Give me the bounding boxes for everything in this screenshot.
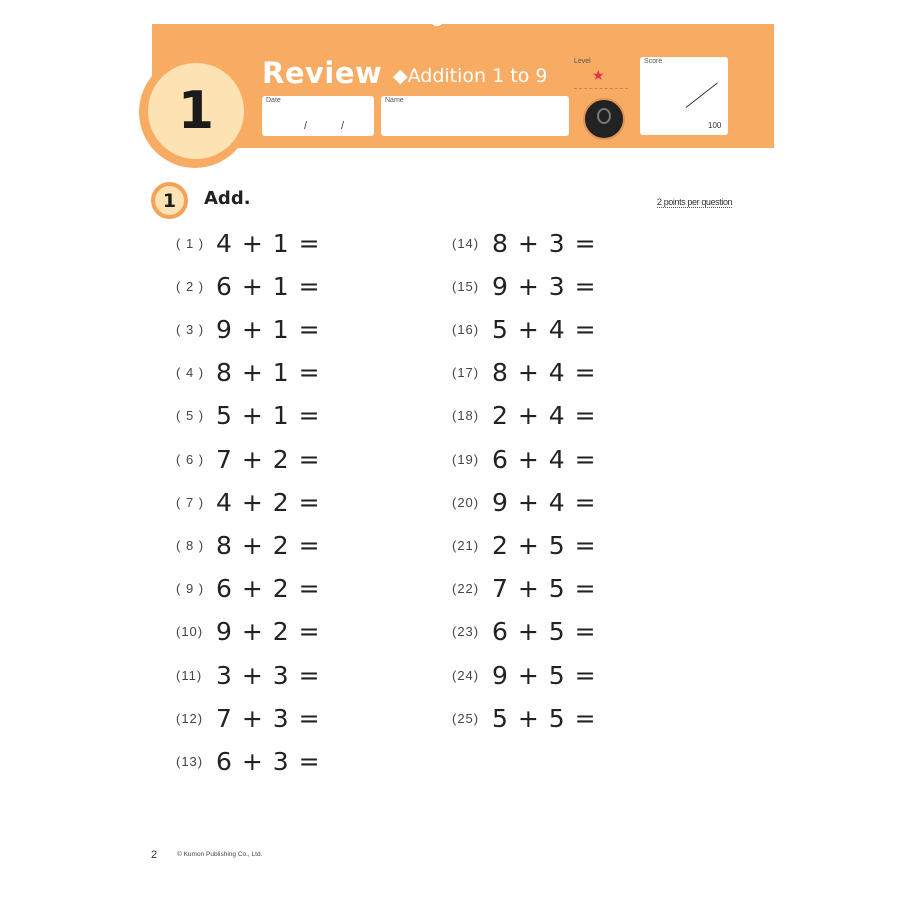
problem-number: (12) xyxy=(176,710,204,726)
date-label: Date xyxy=(266,97,281,104)
problem-item xyxy=(176,530,320,560)
score-label: Score xyxy=(644,58,663,65)
section-number: 1 xyxy=(155,186,184,215)
problem-item xyxy=(452,574,596,604)
problem-number: (21) xyxy=(452,537,480,553)
problem-expression: 3 + 3 = xyxy=(216,660,320,690)
problem-expression: 7 + 3 = xyxy=(216,703,320,733)
problem-number: ( 4 ) xyxy=(176,365,205,381)
problem-expression: 5 + 1 = xyxy=(216,401,320,431)
problem-item xyxy=(176,574,320,604)
problem-item xyxy=(452,617,596,647)
score-max: 100 xyxy=(708,121,722,130)
problem-number: (13) xyxy=(176,753,204,769)
points-note: 2 points per question xyxy=(657,197,733,207)
problem-expression: 7 + 2 = xyxy=(216,444,320,474)
problem-expression: 7 + 5 = xyxy=(492,574,596,604)
problem-item xyxy=(176,228,320,258)
problem-number: ( 2 ) xyxy=(176,278,205,294)
problem-item xyxy=(452,314,596,344)
problem-item xyxy=(176,401,320,431)
problem-number: ( 3 ) xyxy=(176,321,205,337)
problem-expression: 4 + 1 = xyxy=(216,228,320,258)
problem-number: (14) xyxy=(452,235,480,251)
problem-expression: 9 + 3 = xyxy=(492,271,596,301)
problem-expression: 6 + 2 = xyxy=(216,574,320,604)
problem-item xyxy=(452,271,596,301)
problem-number: (15) xyxy=(452,278,480,294)
problem-expression: 9 + 4 = xyxy=(492,487,596,517)
problem-expression: 8 + 4 = xyxy=(492,358,596,388)
unit-number: 1 xyxy=(148,63,244,159)
problem-number: ( 9 ) xyxy=(176,581,205,597)
level-star-icon: ★ xyxy=(592,67,605,83)
problem-number: ( 6 ) xyxy=(176,451,205,467)
page-title: Review xyxy=(262,56,383,90)
problem-expression: 9 + 5 = xyxy=(492,660,596,690)
problem-expression: 8 + 1 = xyxy=(216,358,320,388)
problem-expression: 9 + 2 = xyxy=(216,617,320,647)
problem-item xyxy=(176,617,320,647)
problem-number: (20) xyxy=(452,494,480,510)
problem-expression: 6 + 3 = xyxy=(216,746,320,776)
problem-expression: 5 + 5 = xyxy=(492,703,596,733)
problem-item xyxy=(452,358,596,388)
problem-expression: 9 + 1 = xyxy=(216,314,320,344)
problem-expression: 5 + 4 = xyxy=(492,314,596,344)
problem-number: ( 7 ) xyxy=(176,494,205,510)
date-separator: / xyxy=(304,120,308,132)
problem-expression: 6 + 5 = xyxy=(492,617,596,647)
problem-item xyxy=(176,314,320,344)
problem-item xyxy=(452,444,596,474)
problem-item xyxy=(452,660,596,690)
problem-expression: 2 + 4 = xyxy=(492,401,596,431)
problem-item xyxy=(176,487,320,517)
name-label: Name xyxy=(385,97,404,104)
problem-expression: 2 + 5 = xyxy=(492,530,596,560)
page-number: 2 xyxy=(151,849,158,861)
problem-number: (11) xyxy=(176,667,203,683)
problem-number: (16) xyxy=(452,321,480,337)
problem-expression: 8 + 3 = xyxy=(492,228,596,258)
problem-number: (23) xyxy=(452,624,480,640)
page-subtitle: ◆Addition 1 to 9 xyxy=(393,65,548,87)
problem-item xyxy=(452,703,596,733)
copyright: © Kumon Publishing Co., Ltd. xyxy=(177,851,263,858)
section-instruction: Add. xyxy=(204,188,251,209)
problem-expression: 6 + 4 = xyxy=(492,444,596,474)
problem-number: ( 8 ) xyxy=(176,537,205,553)
problem-number: (24) xyxy=(452,667,480,683)
problem-number: (22) xyxy=(452,581,480,597)
problem-number: (17) xyxy=(452,365,480,381)
problem-number: (19) xyxy=(452,451,480,467)
problem-item xyxy=(452,487,596,517)
problem-number: (18) xyxy=(452,408,480,424)
problem-number: ( 1 ) xyxy=(176,235,205,251)
problem-item xyxy=(176,660,320,690)
problem-item xyxy=(176,703,320,733)
problem-item xyxy=(176,444,320,474)
problem-number: (25) xyxy=(452,710,480,726)
problem-number: ( 5 ) xyxy=(176,408,205,424)
problem-item xyxy=(452,228,596,258)
problem-number: (10) xyxy=(176,624,204,640)
problem-item xyxy=(176,358,320,388)
problem-item xyxy=(452,401,596,431)
problem-item xyxy=(452,530,596,560)
problem-expression: 8 + 2 = xyxy=(216,530,320,560)
problem-expression: 4 + 2 = xyxy=(216,487,320,517)
problem-item xyxy=(176,746,320,776)
problem-expression: 6 + 1 = xyxy=(216,271,320,301)
level-label: Level xyxy=(574,58,591,65)
problem-item xyxy=(176,271,320,301)
date-separator: / xyxy=(341,120,345,132)
